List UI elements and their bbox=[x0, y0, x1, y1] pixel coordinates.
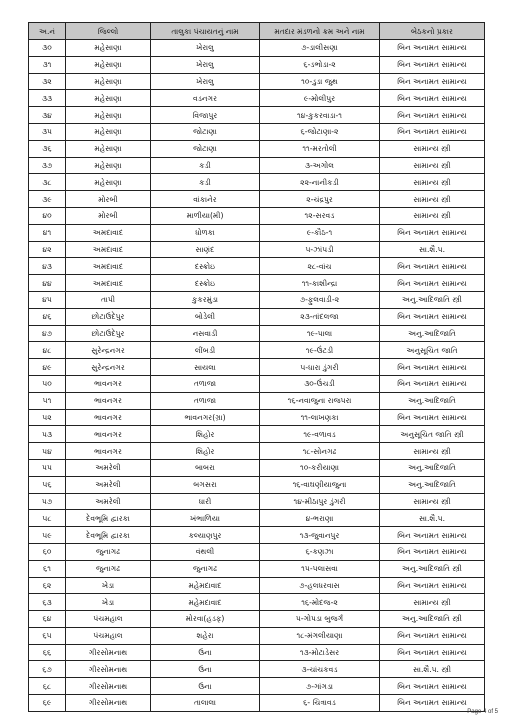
cell-district: તાપી bbox=[66, 291, 151, 308]
cell-constituency: ૧૧-લાખણકા bbox=[260, 409, 380, 426]
table-row bbox=[29, 392, 485, 409]
cell-seat-type: બિન અનામત સામાન્ય bbox=[380, 627, 485, 644]
cell-seat-type: બિન અનામત સામાન્ય bbox=[380, 90, 485, 107]
cell-seat-type: સામાન્ય સ્ત્રી bbox=[380, 174, 485, 191]
cell-taluka-panchayat: તળાજા bbox=[151, 392, 260, 409]
cell-constituency: ૧૦-કરીયાણા bbox=[260, 459, 380, 476]
cell-district: સુરેન્દ્રનગર bbox=[66, 342, 151, 359]
table-row bbox=[29, 207, 485, 224]
table-row bbox=[29, 157, 485, 174]
cell-serial-no: ૩૧ bbox=[29, 56, 66, 73]
cell-taluka-panchayat: શિહોર bbox=[151, 443, 260, 460]
cell-district: જુનાગઢ bbox=[66, 543, 151, 560]
cell-seat-type: અનુસૂચિત જાતિ સ્ત્રી bbox=[380, 426, 485, 443]
cell-constituency: ૭-હલધરવાસ bbox=[260, 577, 380, 594]
cell-taluka-panchayat: ધોળકા bbox=[151, 224, 260, 241]
cell-taluka-panchayat: મહેમદાવાદ bbox=[151, 577, 260, 594]
cell-serial-no: ૪૬ bbox=[29, 308, 66, 325]
cell-district: ગીરસોમનાથ bbox=[66, 695, 151, 712]
cell-seat-type: સા.શૈ.પ. bbox=[380, 241, 485, 258]
table-row bbox=[29, 560, 485, 577]
table-row bbox=[29, 594, 485, 611]
cell-taluka-panchayat: ખેરાલુ bbox=[151, 73, 260, 90]
table-row bbox=[29, 140, 485, 157]
cell-taluka-panchayat: વિજાપુર bbox=[151, 107, 260, 124]
table-row bbox=[29, 678, 485, 695]
table-row bbox=[29, 275, 485, 292]
header-taluka-panchayat: તાલુકા પંચાયતનું નામ bbox=[151, 23, 260, 40]
cell-taluka-panchayat: ધારી bbox=[151, 493, 260, 510]
cell-serial-no: ૩૩ bbox=[29, 90, 66, 107]
header-district: જિલ્લો bbox=[66, 23, 151, 40]
cell-serial-no: ૫૦ bbox=[29, 375, 66, 392]
cell-seat-type: બિન અનામત સામાન્ય bbox=[380, 678, 485, 695]
cell-taluka-panchayat: ભાવનગર(ગ્રા) bbox=[151, 409, 260, 426]
cell-seat-type: બિન અનામત સામાન્ય bbox=[380, 275, 485, 292]
cell-serial-no: ૪૫ bbox=[29, 291, 66, 308]
cell-serial-no: ૪૮ bbox=[29, 342, 66, 359]
cell-seat-type: સામાન્ય સ્ત્રી bbox=[380, 594, 485, 611]
table-row bbox=[29, 611, 485, 628]
table-row bbox=[29, 661, 485, 678]
cell-district: અમદાવાદ bbox=[66, 241, 151, 258]
cell-serial-no: ૬૭ bbox=[29, 661, 66, 678]
table-row bbox=[29, 695, 485, 712]
cell-seat-type: બિન અનામત સામાન્ય bbox=[380, 577, 485, 594]
cell-constituency: ૧૧-મરતોલી bbox=[260, 140, 380, 157]
cell-taluka-panchayat: જોટાણા bbox=[151, 140, 260, 157]
cell-serial-no: ૬૬ bbox=[29, 644, 66, 661]
cell-constituency: ૨૨-નાનીકડી bbox=[260, 174, 380, 191]
cell-constituency: ૭-ગાંગડા bbox=[260, 678, 380, 695]
cell-seat-type: બિન અનામત સામાન્ય bbox=[380, 527, 485, 544]
cell-serial-no: ૪૭ bbox=[29, 325, 66, 342]
cell-constituency: ૪-ભરાણા bbox=[260, 510, 380, 527]
cell-district: ગીરસોમનાથ bbox=[66, 678, 151, 695]
table-row bbox=[29, 409, 485, 426]
cell-serial-no: ૬૪ bbox=[29, 611, 66, 628]
cell-taluka-panchayat: શહેરા bbox=[151, 627, 260, 644]
cell-district: મહેસાણા bbox=[66, 40, 151, 57]
table-row bbox=[29, 493, 485, 510]
cell-constituency: ૬-જોટાણા-૨ bbox=[260, 123, 380, 140]
cell-constituency: ૧૨-સરવડ bbox=[260, 207, 380, 224]
cell-seat-type: અનુ.આદિજાતિ સ્ત્રી bbox=[380, 560, 485, 577]
cell-seat-type: અનુ.આદિજાતિ સ્ત્રી bbox=[380, 611, 485, 628]
table-row bbox=[29, 627, 485, 644]
cell-district: મહેસાણા bbox=[66, 56, 151, 73]
cell-constituency: ૬-કણઝા bbox=[260, 543, 380, 560]
cell-taluka-panchayat: કુકરમુંડા bbox=[151, 291, 260, 308]
cell-district: મોરબી bbox=[66, 207, 151, 224]
cell-constituency: ૭-ડાલીસણા bbox=[260, 40, 380, 57]
cell-serial-no: ૪૨ bbox=[29, 241, 66, 258]
table-row bbox=[29, 40, 485, 57]
cell-seat-type: અનુ.આદિજાતિ bbox=[380, 325, 485, 342]
cell-district: ભાવનગર bbox=[66, 392, 151, 409]
cell-serial-no: ૩૭ bbox=[29, 157, 66, 174]
cell-taluka-panchayat: કડી bbox=[151, 157, 260, 174]
cell-constituency: ૧૬-મોદજ-૨ bbox=[260, 594, 380, 611]
cell-serial-no: ૫૯ bbox=[29, 527, 66, 544]
table-row bbox=[29, 459, 485, 476]
cell-district: અમદાવાદ bbox=[66, 275, 151, 292]
cell-taluka-panchayat: દસ્ક્રોઇ bbox=[151, 275, 260, 292]
cell-seat-type: બિન અનામત સામાન્ય bbox=[380, 543, 485, 560]
cell-constituency: ૬-ડભોડા-૨ bbox=[260, 56, 380, 73]
cell-taluka-panchayat: તાલાલા bbox=[151, 695, 260, 712]
cell-constituency: ૫-ઝાંપડી bbox=[260, 241, 380, 258]
table-row bbox=[29, 426, 485, 443]
cell-constituency: ૨૮-વાંચ bbox=[260, 258, 380, 275]
cell-constituency: ૧૮-સોનગઢ bbox=[260, 443, 380, 460]
cell-seat-type: બિન અનામત સામાન્ય bbox=[380, 73, 485, 90]
cell-seat-type: બિન અનામત સામાન્ય bbox=[380, 258, 485, 275]
cell-taluka-panchayat: ઉના bbox=[151, 661, 260, 678]
cell-district: મહેસાણા bbox=[66, 73, 151, 90]
cell-serial-no: ૫૪ bbox=[29, 443, 66, 460]
header-constituency: મતદાર મંડળનો ક્રમ અને નામ bbox=[260, 23, 380, 40]
cell-serial-no: ૫૬ bbox=[29, 476, 66, 493]
cell-district: છોટાઉદેપુર bbox=[66, 308, 151, 325]
cell-district: મહેસાણા bbox=[66, 174, 151, 191]
cell-constituency: ૧૩-જુવાનપુર bbox=[260, 527, 380, 544]
cell-constituency: ૯-કૌઠ-૧ bbox=[260, 224, 380, 241]
table-row bbox=[29, 443, 485, 460]
cell-taluka-panchayat: ઉના bbox=[151, 644, 260, 661]
cell-serial-no: ૪૦ bbox=[29, 207, 66, 224]
cell-seat-type: અનુ.આદિજાતિ bbox=[380, 459, 485, 476]
cell-seat-type: સામાન્ય સ્ત્રી bbox=[380, 191, 485, 208]
cell-district: મહેસાણા bbox=[66, 140, 151, 157]
cell-taluka-panchayat: વંથલી bbox=[151, 543, 260, 560]
cell-district: ભાવનગર bbox=[66, 426, 151, 443]
cell-serial-no: ૪૪ bbox=[29, 275, 66, 292]
cell-taluka-panchayat: બાબરા bbox=[151, 459, 260, 476]
table-row bbox=[29, 543, 485, 560]
page-number: Page 4 of 5 bbox=[467, 709, 498, 715]
reservation-table bbox=[28, 22, 485, 712]
table-row bbox=[29, 342, 485, 359]
cell-district: અમરેલી bbox=[66, 459, 151, 476]
cell-taluka-panchayat: બગસરા bbox=[151, 476, 260, 493]
cell-serial-no: ૩૪ bbox=[29, 107, 66, 124]
cell-taluka-panchayat: શિહોર bbox=[151, 426, 260, 443]
table-row bbox=[29, 510, 485, 527]
table-header bbox=[29, 23, 485, 40]
cell-constituency: ૩-અગોલ bbox=[260, 157, 380, 174]
header-seat-type: બેઠકનો પ્રકાર bbox=[380, 23, 485, 40]
cell-taluka-panchayat: મોરવા(હડફ) bbox=[151, 611, 260, 628]
cell-seat-type: અનુ.આદિજાતિ સ્ત્રી bbox=[380, 291, 485, 308]
table-row bbox=[29, 90, 485, 107]
cell-constituency: ૧૯-વળાવડ bbox=[260, 426, 380, 443]
cell-district: અમરેલી bbox=[66, 476, 151, 493]
table-body bbox=[29, 40, 485, 712]
cell-district: મોરબી bbox=[66, 191, 151, 208]
cell-seat-type: બિન અનામત સામાન્ય bbox=[380, 123, 485, 140]
cell-taluka-panchayat: જોટાણા bbox=[151, 123, 260, 140]
table-row bbox=[29, 527, 485, 544]
cell-serial-no: ૩૨ bbox=[29, 73, 66, 90]
cell-seat-type: બિન અનામત સામાન્ય bbox=[380, 56, 485, 73]
cell-serial-no: ૪૩ bbox=[29, 258, 66, 275]
table-row bbox=[29, 375, 485, 392]
cell-district: ગીરસોમનાથ bbox=[66, 661, 151, 678]
cell-district: મહેસાણા bbox=[66, 123, 151, 140]
table-row bbox=[29, 123, 485, 140]
cell-district: મહેસાણા bbox=[66, 157, 151, 174]
cell-serial-no: ૫૮ bbox=[29, 510, 66, 527]
cell-seat-type: અનુ.આદિજાતિ bbox=[380, 392, 485, 409]
cell-serial-no: ૩૬ bbox=[29, 140, 66, 157]
table-row bbox=[29, 73, 485, 90]
cell-taluka-panchayat: સાણંદ bbox=[151, 241, 260, 258]
cell-constituency: ૧૦-ડુડા જુથ bbox=[260, 73, 380, 90]
cell-district: અમરેલી bbox=[66, 493, 151, 510]
cell-district: મહેસાણા bbox=[66, 107, 151, 124]
table-row bbox=[29, 56, 485, 73]
cell-seat-type: બિન અનામત સામાન્ય bbox=[380, 375, 485, 392]
cell-seat-type: સામાન્ય સ્ત્રી bbox=[380, 207, 485, 224]
cell-constituency: ૧૮-મંગલીયાણા bbox=[260, 627, 380, 644]
cell-serial-no: ૫૨ bbox=[29, 409, 66, 426]
cell-serial-no: ૬૯ bbox=[29, 695, 66, 712]
cell-constituency: ૨૩-તાંદલજા bbox=[260, 308, 380, 325]
cell-serial-no: ૪૯ bbox=[29, 359, 66, 376]
cell-district: પંચમહાલ bbox=[66, 627, 151, 644]
cell-seat-type: બિન અનામત સામાન્ય bbox=[380, 695, 485, 712]
table-row bbox=[29, 577, 485, 594]
cell-district: ભાવનગર bbox=[66, 375, 151, 392]
cell-serial-no: ૬૫ bbox=[29, 627, 66, 644]
cell-taluka-panchayat: વડનગર bbox=[151, 90, 260, 107]
table-row bbox=[29, 325, 485, 342]
header-serial-no: અ.નં bbox=[29, 23, 66, 40]
cell-constituency: ૧૪-કુકરવાડા-૧ bbox=[260, 107, 380, 124]
cell-district: દેવભૂમિ દ્વારકા bbox=[66, 510, 151, 527]
table-row bbox=[29, 241, 485, 258]
cell-seat-type: સા.શૈ.પ. સ્ત્રી bbox=[380, 661, 485, 678]
cell-serial-no: ૪૧ bbox=[29, 224, 66, 241]
cell-seat-type: બિન અનામત સામાન્ય bbox=[380, 308, 485, 325]
cell-constituency: ૬- ચિત્રાવડ bbox=[260, 695, 380, 712]
cell-district: ગીરસોમનાથ bbox=[66, 644, 151, 661]
cell-taluka-panchayat: કડી bbox=[151, 174, 260, 191]
header-row bbox=[29, 23, 485, 40]
cell-taluka-panchayat: ખંભાળિયા bbox=[151, 510, 260, 527]
cell-taluka-panchayat: નસવાડી bbox=[151, 325, 260, 342]
cell-district: ખેડા bbox=[66, 577, 151, 594]
cell-serial-no: ૩૦ bbox=[29, 40, 66, 57]
table-row bbox=[29, 258, 485, 275]
cell-constituency: ૯-મોલીપુર bbox=[260, 90, 380, 107]
cell-constituency: ૧૧-કાશીન્દ્રા bbox=[260, 275, 380, 292]
cell-district: છોટાઉદેપુર bbox=[66, 325, 151, 342]
table-row bbox=[29, 174, 485, 191]
cell-seat-type: સામાન્ય સ્ત્રી bbox=[380, 140, 485, 157]
cell-constituency: ૧૬-વાઘણીયાજુના bbox=[260, 476, 380, 493]
table-row bbox=[29, 308, 485, 325]
cell-seat-type: બિન અનામત સામાન્ય bbox=[380, 40, 485, 57]
cell-taluka-panchayat: લીંબડી bbox=[151, 342, 260, 359]
cell-seat-type: સામાન્ય સ્ત્રી bbox=[380, 493, 485, 510]
cell-serial-no: ૩૫ bbox=[29, 123, 66, 140]
cell-district: પંચમહાલ bbox=[66, 611, 151, 628]
cell-taluka-panchayat: મહેમદાવાદ bbox=[151, 594, 260, 611]
cell-constituency: ૧૪-મીઠાપુર ડુંગરી bbox=[260, 493, 380, 510]
cell-serial-no: ૬૮ bbox=[29, 678, 66, 695]
cell-serial-no: ૬૧ bbox=[29, 560, 66, 577]
table-row bbox=[29, 224, 485, 241]
table-row bbox=[29, 107, 485, 124]
cell-serial-no: ૫૫ bbox=[29, 459, 66, 476]
table-row bbox=[29, 291, 485, 308]
cell-constituency: ૧૫-પલાસવા bbox=[260, 560, 380, 577]
cell-taluka-panchayat: વાંકાનેર bbox=[151, 191, 260, 208]
cell-taluka-panchayat: ખેરાલુ bbox=[151, 40, 260, 57]
cell-district: ખેડા bbox=[66, 594, 151, 611]
cell-serial-no: ૬૦ bbox=[29, 543, 66, 560]
cell-constituency: ૩-ચાંચકવડ bbox=[260, 661, 380, 678]
cell-district: જુનાગઢ bbox=[66, 560, 151, 577]
cell-seat-type: અનુ.આદિજાતિ bbox=[380, 476, 485, 493]
cell-constituency: ૭-ફુલવાડી-૨ bbox=[260, 291, 380, 308]
cell-constituency: ૫-ગોપડા બુજર્ગ bbox=[260, 611, 380, 628]
cell-serial-no: ૫૩ bbox=[29, 426, 66, 443]
cell-serial-no: ૩૯ bbox=[29, 191, 66, 208]
cell-seat-type: બિન અનામત સામાન્ય bbox=[380, 644, 485, 661]
cell-district: સુરેન્દ્રનગર bbox=[66, 359, 151, 376]
cell-taluka-panchayat: જુનાગઢ bbox=[151, 560, 260, 577]
cell-taluka-panchayat: તળાજા bbox=[151, 375, 260, 392]
cell-taluka-panchayat: બોડેલી bbox=[151, 308, 260, 325]
cell-serial-no: ૬૩ bbox=[29, 594, 66, 611]
cell-constituency: ૧૬-નવાજુના રાજપરા bbox=[260, 392, 380, 409]
cell-constituency: ૧૯-પાલા bbox=[260, 325, 380, 342]
table-row bbox=[29, 359, 485, 376]
table-row bbox=[29, 191, 485, 208]
cell-serial-no: ૩૮ bbox=[29, 174, 66, 191]
cell-constituency: ૩૦-ઉંચડી bbox=[260, 375, 380, 392]
cell-district: અમદાવાદ bbox=[66, 224, 151, 241]
cell-taluka-panchayat: સાયલા bbox=[151, 359, 260, 376]
cell-district: ભાવનગર bbox=[66, 409, 151, 426]
cell-serial-no: ૬૨ bbox=[29, 577, 66, 594]
table-row bbox=[29, 644, 485, 661]
cell-seat-type: બિન અનામત સામાન્ય bbox=[380, 224, 485, 241]
cell-taluka-panchayat: ખેરાલુ bbox=[151, 56, 260, 73]
cell-seat-type: સામાન્ય સ્ત્રી bbox=[380, 157, 485, 174]
cell-seat-type: બિન અનામત સામાન્ય bbox=[380, 409, 485, 426]
cell-seat-type: સા.શૈ.પ. bbox=[380, 510, 485, 527]
cell-taluka-panchayat: દસ્ક્રોઇ bbox=[151, 258, 260, 275]
cell-district: મહેસાણા bbox=[66, 90, 151, 107]
table-row bbox=[29, 476, 485, 493]
cell-seat-type: બિન અનામત સામાન્ય bbox=[380, 107, 485, 124]
cell-seat-type: બિન અનામત સામાન્ય bbox=[380, 359, 485, 376]
cell-district: દેવભૂમિ દ્વારકા bbox=[66, 527, 151, 544]
cell-constituency: ૫-ધારા ડુંગરી bbox=[260, 359, 380, 376]
cell-taluka-panchayat: કલ્યાણપુર bbox=[151, 527, 260, 544]
cell-constituency: ૧૩-મોટાડેસર bbox=[260, 644, 380, 661]
cell-taluka-panchayat: માળીયા(મી) bbox=[151, 207, 260, 224]
cell-district: અમદાવાદ bbox=[66, 258, 151, 275]
cell-taluka-panchayat: ઉના bbox=[151, 678, 260, 695]
cell-constituency: ૧૯-ઉંટડી bbox=[260, 342, 380, 359]
cell-constituency: ૨-ચંદ્રપુર bbox=[260, 191, 380, 208]
cell-serial-no: ૫૭ bbox=[29, 493, 66, 510]
cell-seat-type: સામાન્ય સ્ત્રી bbox=[380, 443, 485, 460]
cell-district: ભાવનગર bbox=[66, 443, 151, 460]
cell-serial-no: ૫૧ bbox=[29, 392, 66, 409]
cell-seat-type: અનુસૂચિત જાતિ bbox=[380, 342, 485, 359]
